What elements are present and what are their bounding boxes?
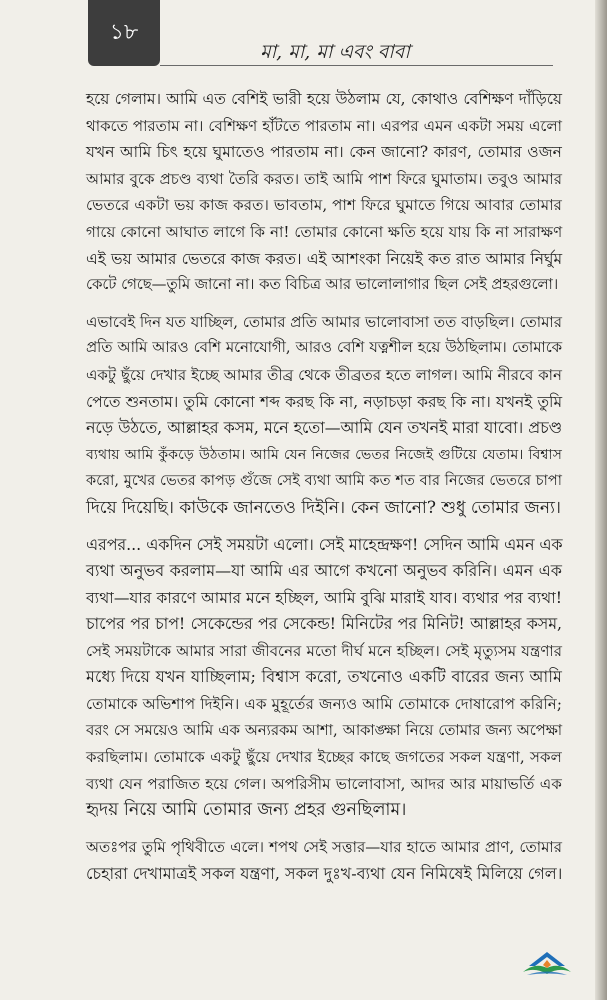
text-line: আমার বুকে প্রচণ্ড ব্যথা তৈরি করত। তাই আমি পাশ ফিরে ঘুমাতাম। তবুও আমার	[86, 169, 562, 188]
paragraph	[86, 309, 562, 522]
body-text	[86, 86, 562, 897]
text-line: করছিলাম। তোমাকে একটু ছুঁয়ে দেখার ইচ্ছের কাছে জগতের সকল যন্ত্রণা, সকল	[86, 748, 562, 767]
text-line: থাকতে পারতাম না। বেশিক্ষণ হাঁটতে পারতাম না। এরপর এমন একটা সময় এলো	[86, 116, 562, 135]
text-line: এই ভয় আমার ভেতরে কাজ করত। এই আশংকা নিয়েই কত রাত আমার নির্ঘুম	[86, 249, 562, 268]
text-line: হৃদয় নিয়ে আমি তোমার জন্য প্রহর গুনছিলাম।	[86, 800, 407, 821]
paragraph	[86, 532, 562, 825]
text-line: চাপের পর চাপ! সেকেন্ডের পর সেকেন্ড! মিনিটের পর মিনিট! আল্লাহর কসম,	[86, 614, 562, 634]
publisher-logo-icon	[519, 948, 575, 978]
text-line: তোমাকে অভিশাপ দিইনি। এক মুহূর্তের জন্যও আমি তোমাকে দোষারোপ করিনি;	[86, 695, 562, 714]
text-line: এরপর... একদিন সেই সময়টা এলো। সেই মাহেন্দ্রক্ষণ! সেদিন আমি এমন এক	[86, 534, 563, 554]
text-line: যখন আমি চিৎ হয়ে ঘুমাতেও পারতাম না। কেন জানো? কারণ, তোমার ওজন	[86, 143, 562, 162]
page-number: ১৮	[109, 19, 139, 45]
text-line: পেতে শুনতাম। তুমি কোনো শব্দ করছ কি না, নড়াচড়া করছ কি না। যখনই তুমি	[86, 392, 562, 411]
paragraph	[86, 86, 562, 299]
text-line: সেই সময়টাকে আমার সারা জীবনের মতো দীর্ঘ মনে হচ্ছিল। সেই মৃত্যুসম যন্ত্রণার	[86, 641, 562, 660]
text-line: হয়ে গেলাম। আমি এত বেশিই ভারী হয়ে উঠলাম যে, কোথাও বেশিক্ষণ দাঁড়িয়ে	[86, 90, 562, 108]
text-line: ব্যথায় আমি কুঁকড়ে উঠতাম। আমি যেন নিজের ভেতর নিজেই গুটিয়ে যেতাম। বিশ্বাস	[86, 446, 562, 463]
text-line: বরং সে সময়েও আমি এক অন্যরকম আশা, আকাঙ্ক্ষা নিয়ে তোমার জন্য অপেক্ষা	[86, 721, 562, 739]
text-line: ব্যথা—যার কারণে আমার মনে হচ্ছিল, আমি বুঝি মারাই যাব। ব্যথার পর ব্যথা!	[86, 588, 562, 607]
text-line: ভেতরে একটা ভয় কাজ করত। ভাবতাম, পাশ ফিরে ঘুমাতে গিয়ে আবার তোমার	[86, 196, 562, 215]
text-line: গায়ে কোনো আঘাত লাগে কি না! তোমার কোনো ক্ষতি হয়ে যায় কি না সারাক্ষণ	[86, 222, 563, 241]
text-line: এভাবেই দিন যত যাচ্ছিল, তোমার প্রতি আমার ভালোবাসা তত বাড়ছিল। তোমার	[86, 312, 562, 331]
text-line: চেহারা দেখামাত্রই সকল যন্ত্রণা, সকল দুঃখ-ব্যথা যেন নিমিষেই মিলিয়ে গেল।	[86, 863, 563, 883]
text-line: অতঃপর তুমি পৃথিবীতে এলে। শপথ সেই সত্তার—যার হাতে আমার প্রাণ, তোমার	[86, 838, 562, 857]
text-line: একটু ছুঁয়ে দেখার ইচ্ছে আমার তীব্র থেকে তীব্রতর হতে লাগল। আমি নীরবে কান	[86, 365, 562, 384]
text-line: দিয়ে দিয়েছি। কাউকে জানতেও দিইনি। কেন জানো? শুধু তোমার জন্য।	[86, 497, 561, 518]
running-title: মা, মা, মা এবং বাবা	[260, 41, 410, 63]
paragraph	[86, 834, 562, 887]
text-line: নড়ে উঠতে, আল্লাহর কসম, মনে হতো—আমি যেন তখনই মারা যাবো। প্রচণ্ড	[86, 418, 562, 438]
text-line: করো, মুখের ভেতর কাপড় গুঁজে সেই ব্যথা আমি কত শত বার নিজের ভেতরে চাপা	[86, 472, 562, 490]
text-line: কেটে গেছে—তুমি জানো না। কত বিচিত্র আর ভালোলাগার ছিল সেই প্রহরগুলো।	[86, 276, 559, 294]
text-line: প্রতি আমি আরও বেশি মনোযোগী, আরও বেশি যত্নশীল হয়ে উঠছিলাম। তোমাকে	[86, 339, 562, 357]
text-line: ব্যথা যেন পরাজিত হয়ে গেল। অপরিসীম ভালোবাসা, আদর আর মায়াভর্তি এক	[86, 774, 562, 793]
text-line: মধ্যে দিয়ে যখন যাচ্ছিলাম; বিশ্বাস করো, তখনোও একটি বারের জন্য আমি	[86, 667, 562, 687]
page-edge-shadow	[595, 0, 607, 1000]
text-line: ব্যথা অনুভব করলাম—যা আমি এর আগে কখনো অনুভব করিনি। এমন এক	[86, 561, 562, 581]
page-number-tab	[88, 0, 160, 66]
header-divider	[160, 65, 553, 66]
